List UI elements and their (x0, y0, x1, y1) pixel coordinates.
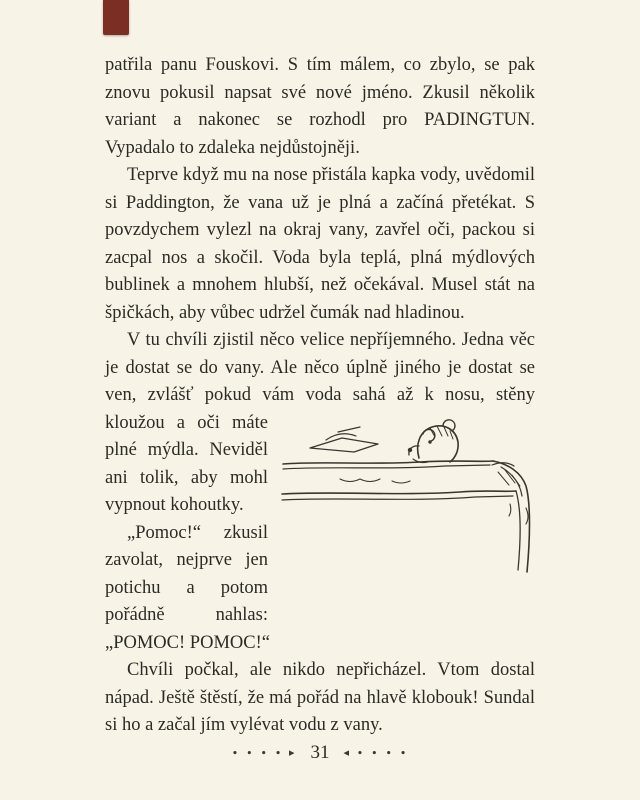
paragraph-1: patřila panu Fouskovi. S tím málem, co zbylo, se pak znovu pokusil napsat své nové jméno. Zkusil několik variant a nakonec se rozhodl pro PADINGTUN. Vypadalo to zdaleka nejdůstojněji. (105, 55, 535, 158)
paragraph-3 (105, 327, 535, 520)
page-text (105, 52, 535, 740)
page-number: 31 (310, 742, 330, 763)
paragraph-5: Chvíli počkal, ale nikdo nepřicházel. Vtom dostal nápad. Ještě štěstí, že má pořád na hlavě klobouk! Sundal si ho a začal jím vylévat vodu z vany. (105, 660, 535, 735)
page-footer (0, 743, 640, 762)
footer-ornament-right: ◂ ∙ ∙ ∙ ∙ (343, 746, 409, 759)
footer-ornament-left: ∙ ∙ ∙ ∙ ▸ (231, 746, 297, 759)
paddington-bathtub-drawing (280, 412, 565, 577)
bathtub-illustration (280, 412, 565, 577)
paragraph-4: „Pomoc!“ zkusil zavolat, nejprve jen potichu a potom pořádně nahlas: „POMOC! POMOC!“ (105, 522, 270, 653)
paragraph-3-text-before: V tu chvíli zjistil něco velice nepříjemného. Jedna věc je dostat se do vany. Ale něco úplně jiného je dostat se ven, zvlášť pokud vám voda sahá až k nosu, (105, 330, 535, 405)
bookmark-ribbon[interactable] (103, 0, 129, 35)
paragraph-3-text-after: stěny kloužou a oči máte plné mýdla. Neviděl ani tolik, aby mohl vypnout kohoutky. (105, 385, 535, 515)
paragraph-2: Teprve když mu na nose přistála kapka vody, uvědomil si Paddington, že vana už je plná a začíná přetékat. S povzdychem vylezl na okraj vany, zavřel oči, packou si zacpal nos a skočil. Voda byla teplá, plná mýdlových bublinek a mnohem hlubší, než očekával. Musel stát na špičkách, aby vůbec udržel čumák nad hladinou. (105, 165, 535, 323)
